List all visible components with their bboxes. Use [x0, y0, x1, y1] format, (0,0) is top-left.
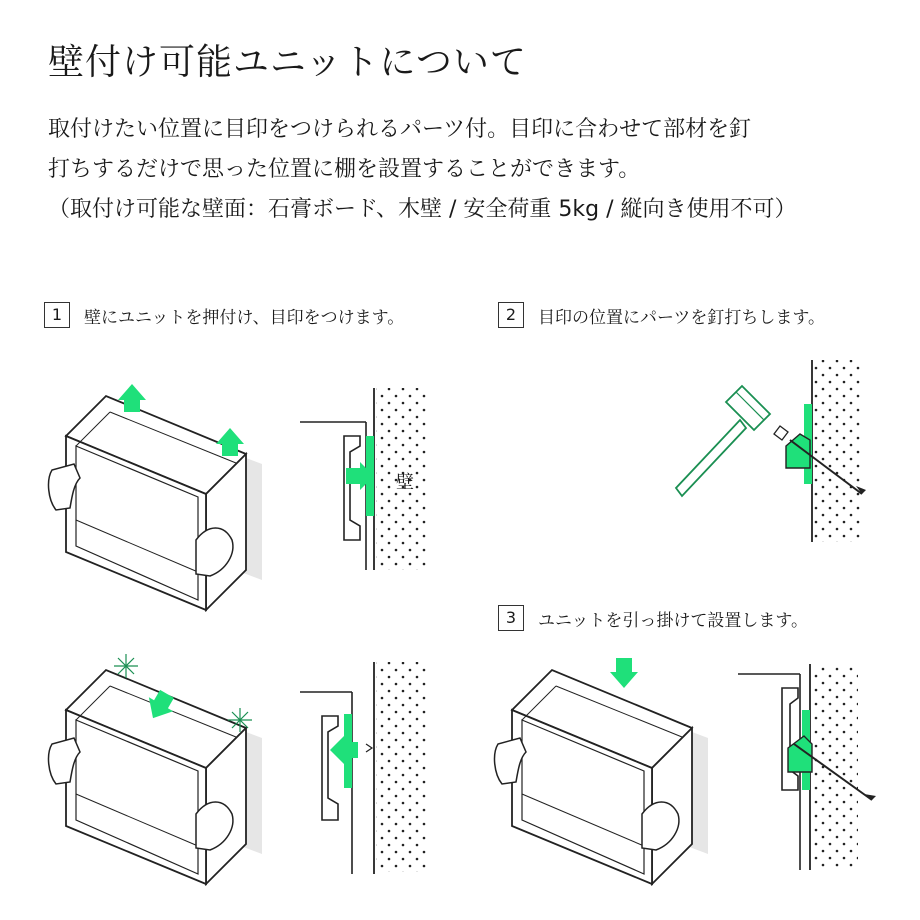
step-1-text: 壁にユニットを押付け、目印をつけます。	[84, 307, 405, 328]
step-2-number: 2	[498, 302, 524, 328]
step-3-number: 3	[498, 605, 524, 631]
step-2-wall-section	[774, 360, 866, 542]
step-2-text: 目印の位置にパーツを釘打ちします。	[538, 307, 825, 328]
step-3-text: ユニットを引っ掛けて設置します。	[538, 610, 808, 631]
step-1-number: 1	[44, 302, 70, 328]
step-1b-box-illustration	[49, 670, 262, 884]
step-3-wall-section	[738, 664, 876, 870]
step-1-box-illustration	[49, 384, 262, 610]
step-1b-wall-section	[300, 662, 428, 874]
hammer-icon	[676, 386, 770, 496]
page-title: 壁付け可能ユニットについて	[48, 42, 527, 83]
description-line-2: 打ちするだけで思った位置に棚を設置することができます。	[48, 157, 641, 182]
description-line-1: 取付けたい位置に目印をつけられるパーツ付。目印に合わせて部材を釘	[48, 117, 752, 142]
step-3-box-illustration	[495, 658, 708, 884]
wall-label: 壁	[396, 472, 414, 493]
description-line-3: （取付け可能な壁面：石膏ボード、木壁 / 安全荷重 5kg / 縦向き使用不可）	[48, 197, 797, 222]
